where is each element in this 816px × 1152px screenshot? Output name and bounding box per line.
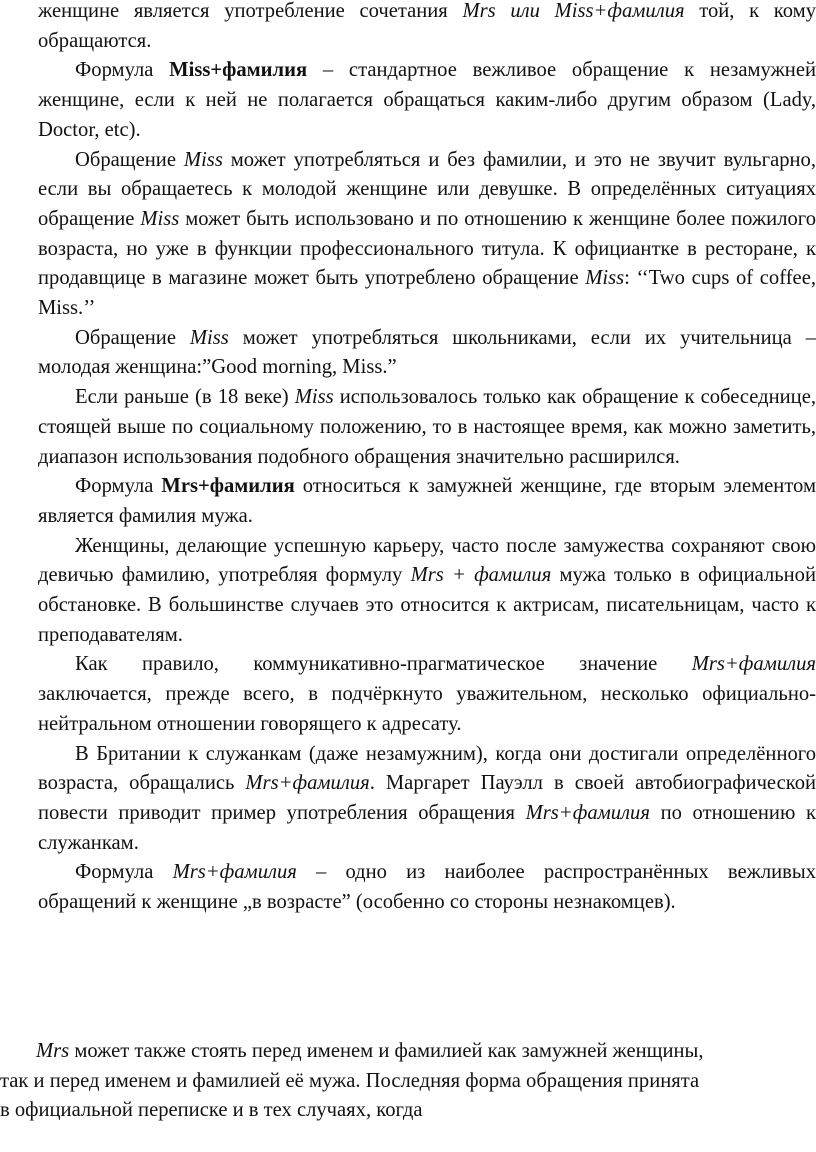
text-run: Обращение <box>75 148 184 171</box>
paragraph-0 <box>38 0 816 56</box>
text-run: – стандартное вежливое обращение к незамужней женщине, если к ней не полагается обращаться каким-либо другим образом (Lady, Doctor, etc). <box>38 59 816 141</box>
text-run: Обращение <box>75 326 190 349</box>
bold-term: Mrs+фамилия <box>161 475 295 498</box>
text-run: заключается, прежде всего, в подчёркнуто уважительном, несколько официально-нейтральном отношении говорящего к адресату. <box>38 683 816 735</box>
text-run: той, к кому обращаются. <box>38 0 816 52</box>
italic-term: Mrs+фамилия <box>691 653 816 676</box>
text-run: Женщины, делающие успешную карьеру, часто после замужества сохраняют свою девичью фамилию, употребляя формулу <box>38 534 816 587</box>
final-paragraph-italic-term: Mrs <box>36 1040 70 1062</box>
final-paragraph-line-2: так и перед именем и фамилией её мужа. Последняя форма обращения принята <box>0 1069 700 1092</box>
text-run: Формула <box>75 861 173 884</box>
paragraph-3 <box>38 324 816 383</box>
text-run: В Британии к служанкам (даже незамужним), когда они достигали определённого возраста, обращались <box>38 742 816 795</box>
italic-term: Mrs+фамилия <box>525 801 650 824</box>
text-run: Как правило, коммуникативно-прагматическое значение <box>75 653 692 676</box>
italic-term: Miss <box>189 326 229 349</box>
text-run: . Маргарет Пауэлл в своей автобиографической повести приводит пример употребления обращения <box>38 772 816 824</box>
paragraph-8 <box>38 740 816 859</box>
paragraph-2 <box>38 146 816 324</box>
final-paragraph-line-1 <box>0 1037 812 1067</box>
paragraph-4 <box>38 383 816 472</box>
final-paragraph-line-1-text: может также стоять перед именем и фамилией как замужней женщины, <box>69 1040 704 1062</box>
paragraph-5 <box>38 472 816 531</box>
final-paragraph-line-3: в официальной переписке и в тех случаях, когда <box>0 1099 423 1122</box>
text-run: может быть использовано и по отношению к женщине более пожилого возраста, но уже в функции профессионального титула. К официантке в ресторане, к продавщице в магазине может быть употреблено обращение <box>38 207 816 290</box>
italic-term: Mrs + фамилия <box>410 564 552 587</box>
italic-term: Miss <box>183 148 223 171</box>
text-run: – одно из наиболее распространённых вежливых обращений к женщине „в возрасте” (особенно со стороны незнакомцев). <box>38 861 816 914</box>
paragraph-9 <box>38 858 816 917</box>
paragraph-container <box>38 0 816 918</box>
text-run: мужа только в официальной обстановке. В большинстве случаев это относится к актрисам, писательницам, часто к преподавателям. <box>38 564 816 646</box>
document-body <box>38 0 816 918</box>
text-run: может употребляться школьниками, если их учительница – молодая женщина:”Good morning, Miss.” <box>38 326 816 379</box>
italic-term: Mrs или Miss+фамилия <box>462 0 685 22</box>
final-paragraph <box>0 1037 812 1126</box>
paragraph-7 <box>38 650 816 739</box>
text-run: Формула <box>75 59 170 82</box>
italic-term: Miss <box>585 267 625 290</box>
paragraph-6 <box>38 532 816 651</box>
italic-term: Mrs+фамилия <box>245 772 370 795</box>
text-run: может употребляться и без фамилии, и это не звучит вульгарно, если вы обращаетесь к молодой женщине или девушке. В определённых ситуациях обращение <box>38 148 816 230</box>
bold-term: Miss+фамилия <box>169 59 308 82</box>
text-run: женщине является употребление сочетания <box>38 0 463 22</box>
italic-term: Miss <box>294 386 334 409</box>
italic-term: Miss <box>140 207 180 230</box>
text-run: использовалось только как обращение к собеседнице, стоящей выше по социальному положению, то в настоящее время, как можно заметить, диапазон использования подобного обращения значительно расширился. <box>38 386 816 468</box>
text-run: Формула <box>75 475 162 498</box>
text-run: относиться к замужней женщине, где вторым элементом является фамилия мужа. <box>38 475 816 527</box>
text-run: : ‘‘Two cups of coffee, Miss.’’ <box>38 267 816 320</box>
italic-term: Mrs+фамилия <box>172 861 297 884</box>
text-run: Если раньше (в 18 веке) <box>75 386 295 409</box>
text-run: по отношению к служанкам. <box>38 801 816 854</box>
paragraph-1 <box>38 56 816 145</box>
